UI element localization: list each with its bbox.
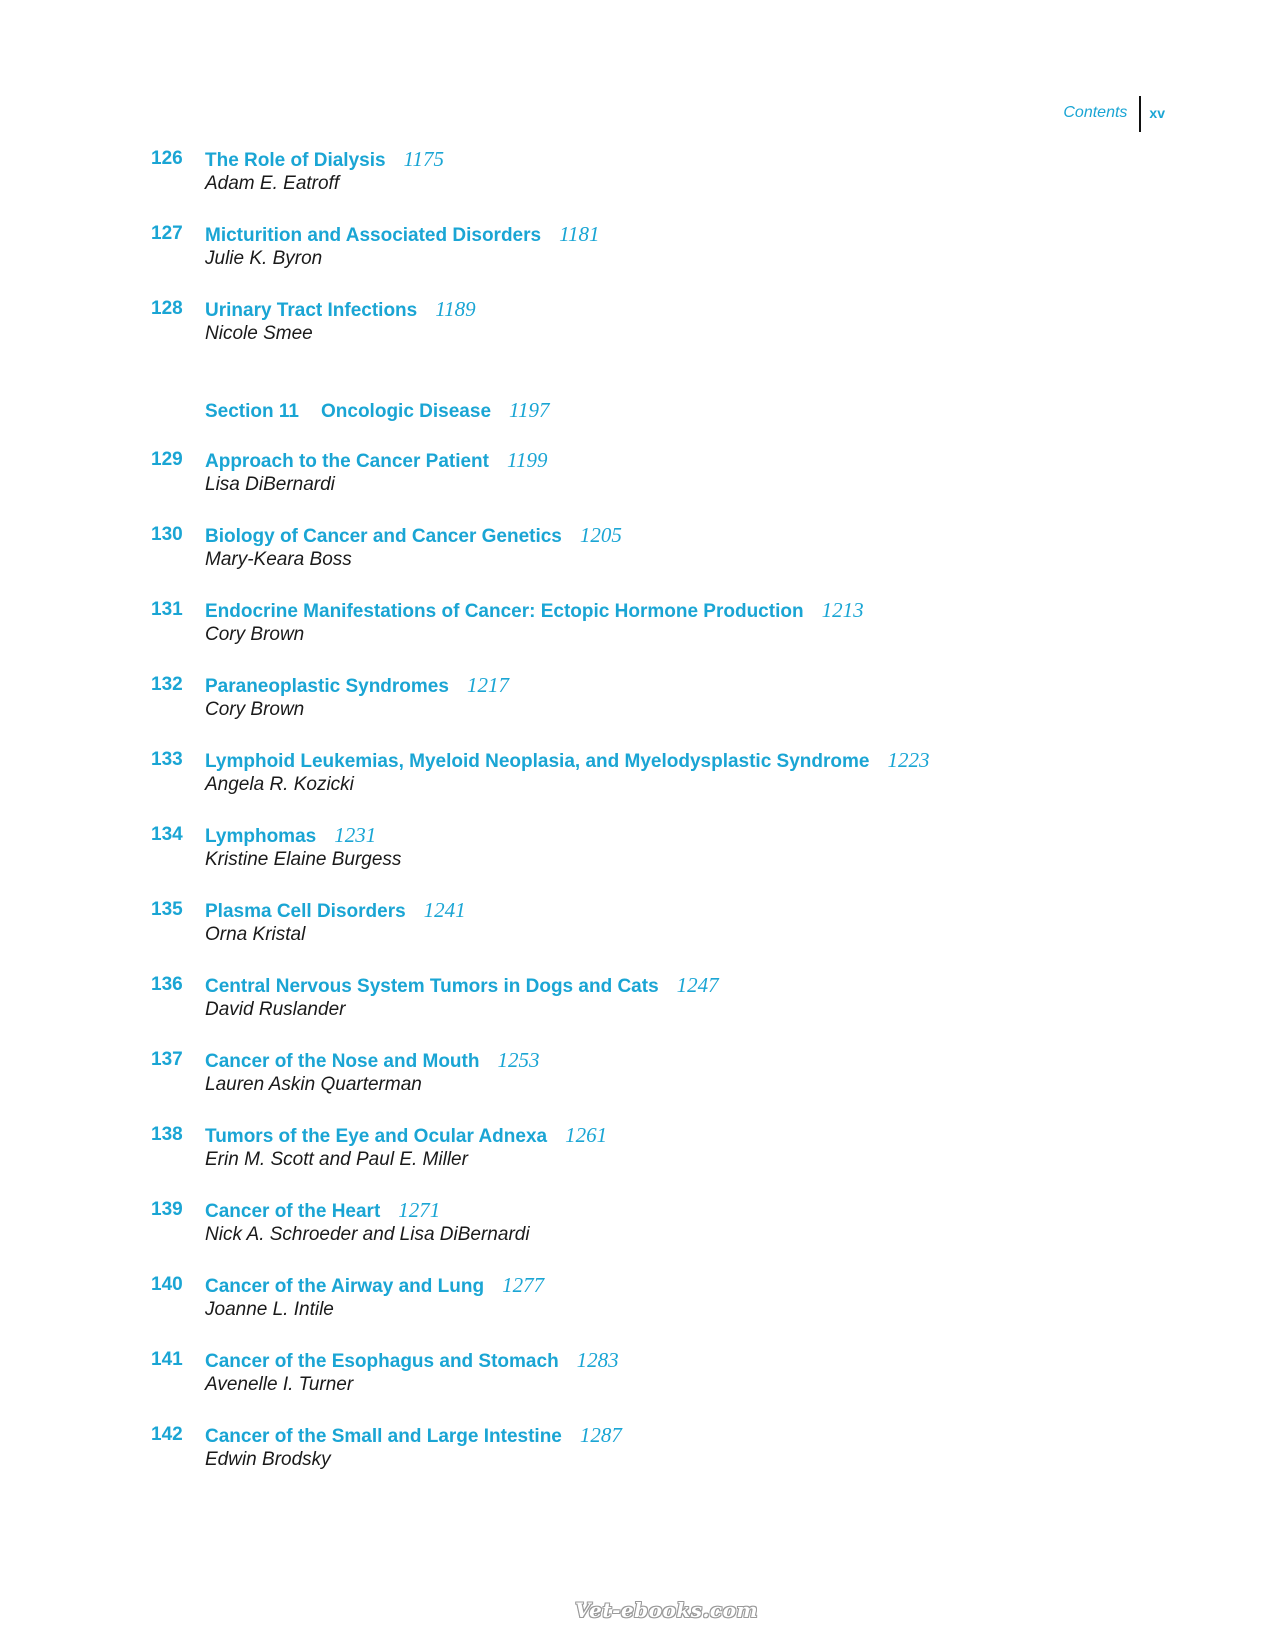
section-label: Section 11: [205, 401, 299, 422]
chapter-author: Erin M. Scott and Paul E. Miller: [205, 1149, 468, 1170]
chapter-page: 1213: [821, 598, 864, 622]
watermark: Vet-ebooks.com: [575, 1598, 759, 1622]
section-page: 1197: [509, 398, 550, 422]
chapter-page: 1261: [565, 1123, 608, 1147]
chapter-number: 142: [151, 1424, 183, 1445]
chapter-number: 129: [151, 449, 183, 470]
chapter-title[interactable]: Endocrine Manifestations of Cancer: Ectopic Hormone Production: [205, 601, 804, 622]
chapter-author: Kristine Elaine Burgess: [205, 849, 402, 870]
section-title[interactable]: Oncologic Disease: [321, 401, 492, 422]
chapter-author: Lisa DiBernardi: [205, 474, 335, 495]
chapter-page: 1287: [579, 1423, 622, 1447]
chapter-page: 1241: [423, 898, 466, 922]
chapter-author: Cory Brown: [205, 624, 305, 645]
chapter-title[interactable]: Approach to the Cancer Patient: [205, 451, 489, 472]
chapter-title[interactable]: Tumors of the Eye and Ocular Adnexa: [205, 1126, 548, 1147]
chapter-page: 1205: [579, 523, 622, 547]
chapter-title[interactable]: Central Nervous System Tumors in Dogs and Cats: [205, 976, 659, 997]
chapter-page: 1283: [576, 1348, 619, 1372]
chapter-title[interactable]: The Role of Dialysis: [205, 150, 386, 171]
chapter-title[interactable]: Plasma Cell Disorders: [205, 901, 406, 922]
chapter-author: Joanne L. Intile: [205, 1299, 334, 1320]
chapter-title[interactable]: Paraneoplastic Syndromes: [205, 676, 449, 697]
chapter-title[interactable]: Lymphomas: [205, 826, 317, 847]
chapter-title[interactable]: Lymphoid Leukemias, Myeloid Neoplasia, and Myelodysplastic Syndrome: [205, 751, 870, 772]
chapter-title[interactable]: Cancer of the Esophagus and Stomach: [205, 1351, 559, 1372]
chapter-page: 1189: [435, 297, 476, 321]
chapter-number: 132: [151, 674, 183, 695]
chapter-number: 138: [151, 1124, 183, 1145]
chapter-title[interactable]: Urinary Tract Infections: [205, 300, 418, 321]
chapter-number: 127: [151, 223, 183, 244]
chapter-number: 126: [151, 148, 183, 169]
chapter-author: Nicole Smee: [205, 323, 313, 344]
chapter-number: 128: [151, 298, 183, 319]
chapter-author: Julie K. Byron: [205, 248, 323, 269]
chapter-author: Avenelle I. Turner: [205, 1374, 354, 1395]
chapter-title[interactable]: Biology of Cancer and Cancer Genetics: [205, 526, 562, 547]
chapter-author: Angela R. Kozicki: [205, 774, 354, 795]
chapter-author: Orna Kristal: [205, 924, 306, 945]
chapter-title[interactable]: Cancer of the Small and Large Intestine: [205, 1426, 562, 1447]
chapter-number: 141: [151, 1349, 183, 1370]
chapter-page: 1199: [507, 448, 548, 472]
chapter-title[interactable]: Cancer of the Nose and Mouth: [205, 1051, 480, 1072]
chapter-number: 130: [151, 524, 183, 545]
chapter-number: 139: [151, 1199, 183, 1220]
chapter-author: Mary-Keara Boss: [205, 549, 352, 570]
chapter-number: 140: [151, 1274, 183, 1295]
chapter-author: Cory Brown: [205, 699, 305, 720]
chapter-title[interactable]: Cancer of the Airway and Lung: [205, 1276, 485, 1297]
chapter-page: 1277: [502, 1273, 545, 1297]
chapter-author: Nick A. Schroeder and Lisa DiBernardi: [205, 1224, 530, 1245]
chapter-page: 1253: [497, 1048, 540, 1072]
chapter-page: 1175: [403, 147, 444, 171]
chapter-author: David Ruslander: [205, 999, 346, 1020]
page-number: xv: [1149, 105, 1165, 121]
chapter-page: 1231: [334, 823, 377, 847]
chapter-page: 1271: [398, 1198, 441, 1222]
chapter-author: Adam E. Eatroff: [205, 173, 340, 194]
running-head: [1063, 96, 1165, 134]
running-head-label: Contents: [1063, 104, 1128, 121]
chapter-author: Edwin Brodsky: [205, 1449, 331, 1470]
chapter-page: 1181: [559, 222, 600, 246]
chapter-page: 1247: [676, 973, 719, 997]
chapter-number: 135: [151, 899, 183, 920]
chapter-title[interactable]: Micturition and Associated Disorders: [205, 225, 542, 246]
chapter-number: 137: [151, 1049, 183, 1070]
chapter-page: 1223: [887, 748, 930, 772]
section-heading[interactable]: [205, 398, 549, 425]
chapter-number: 136: [151, 974, 183, 995]
chapter-number: 133: [151, 749, 183, 770]
chapter-author: Lauren Askin Quarterman: [205, 1074, 422, 1095]
chapter-number: 134: [151, 824, 183, 845]
chapter-page: 1217: [466, 673, 509, 697]
chapter-number: 131: [151, 599, 183, 620]
chapter-title[interactable]: Cancer of the Heart: [205, 1201, 381, 1222]
